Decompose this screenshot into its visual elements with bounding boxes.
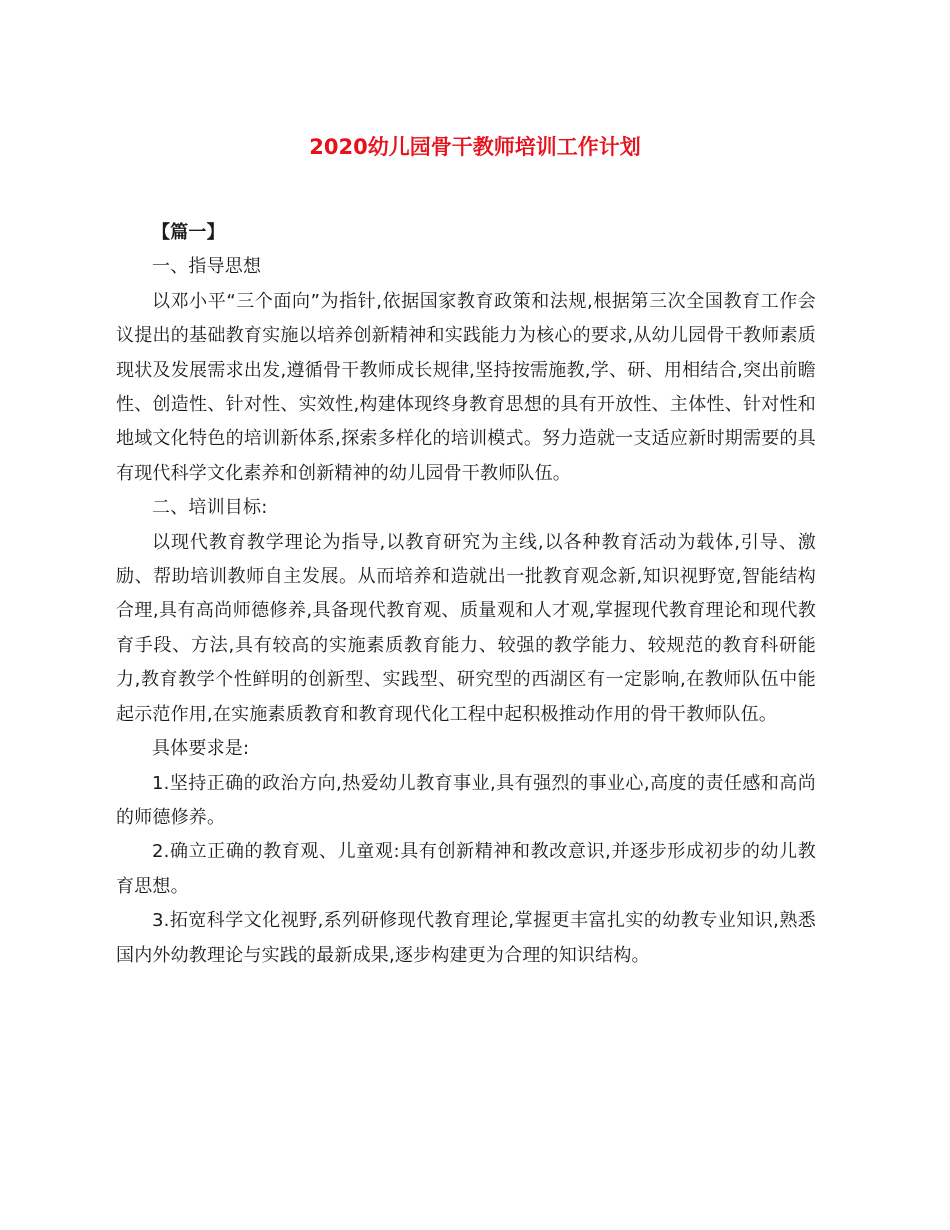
paragraph-training-goals: 以现代教育教学理论为指导,以教育研究为主线,以各种教育活动为载体,引导、激励、帮助培训教师自主发展。从而培养和造就出一批教育观念新,知识视野宽,智能结构合理,具有高尚师德修养,具备现代教育观、质量观和人才观,掌握现代教育理论和现代教育手段、方法,具有较高的实施素质教育能力、较强的教学能力、较规范的教育科研能力,教育教学个性鲜明的创新型、实践型、研究型的西湖区有一定影响,在教师队伍中能起示范作用,在实施素质教育和教育现代化工程中起积极推动作用的骨干教师队伍。 (116, 531, 816, 725)
heading-guiding-ideology: 一、指导思想 (152, 256, 262, 278)
requirement-item-2: 2.确立正确的教育观、儿童观:具有创新精神和教改意识,并逐步形成初步的幼儿教育思想。 (116, 841, 816, 897)
requirement-item-1: 1.坚持正确的政治方向,热爱幼儿教育事业,具有强烈的事业心,高度的责任感和高尚的师德修养。 (116, 772, 816, 828)
heading-specific-requirements: 具体要求是: (152, 738, 250, 760)
paragraph-guiding-ideology: 以邓小平“三个面向”为指针,依据国家教育政策和法规,根据第三次全国教育工作会议提出的基础教育实施以培养创新精神和实践能力为核心的要求,从幼儿园骨干教师素质现状及发展需求出发,遵循骨干教师成长规律,坚持按需施教,学、研、用相结合,突出前瞻性、创造性、针对性、实效性,构建体现终身教育思想的具有开放性、主体性、针对性和地域文化特色的培训新体系,探索多样化的培训模式。努力造就一支适应新时期需要的具有现代科学文化素养和创新精神的幼儿园骨干教师队伍。 (116, 290, 816, 484)
document-body (116, 216, 816, 973)
heading-training-goals: 二、培训目标: (152, 497, 268, 519)
section-label: 【篇一】 (152, 222, 225, 243)
document-title: 2020幼儿园骨干教师培训工作计划 (309, 135, 641, 159)
requirement-item-3: 3.拓宽科学文化视野,系列研修现代教育理论,掌握更丰富扎实的幼教专业知识,熟悉国内外幼教理论与实践的最新成果,逐步构建更为合理的知识结构。 (116, 910, 816, 966)
